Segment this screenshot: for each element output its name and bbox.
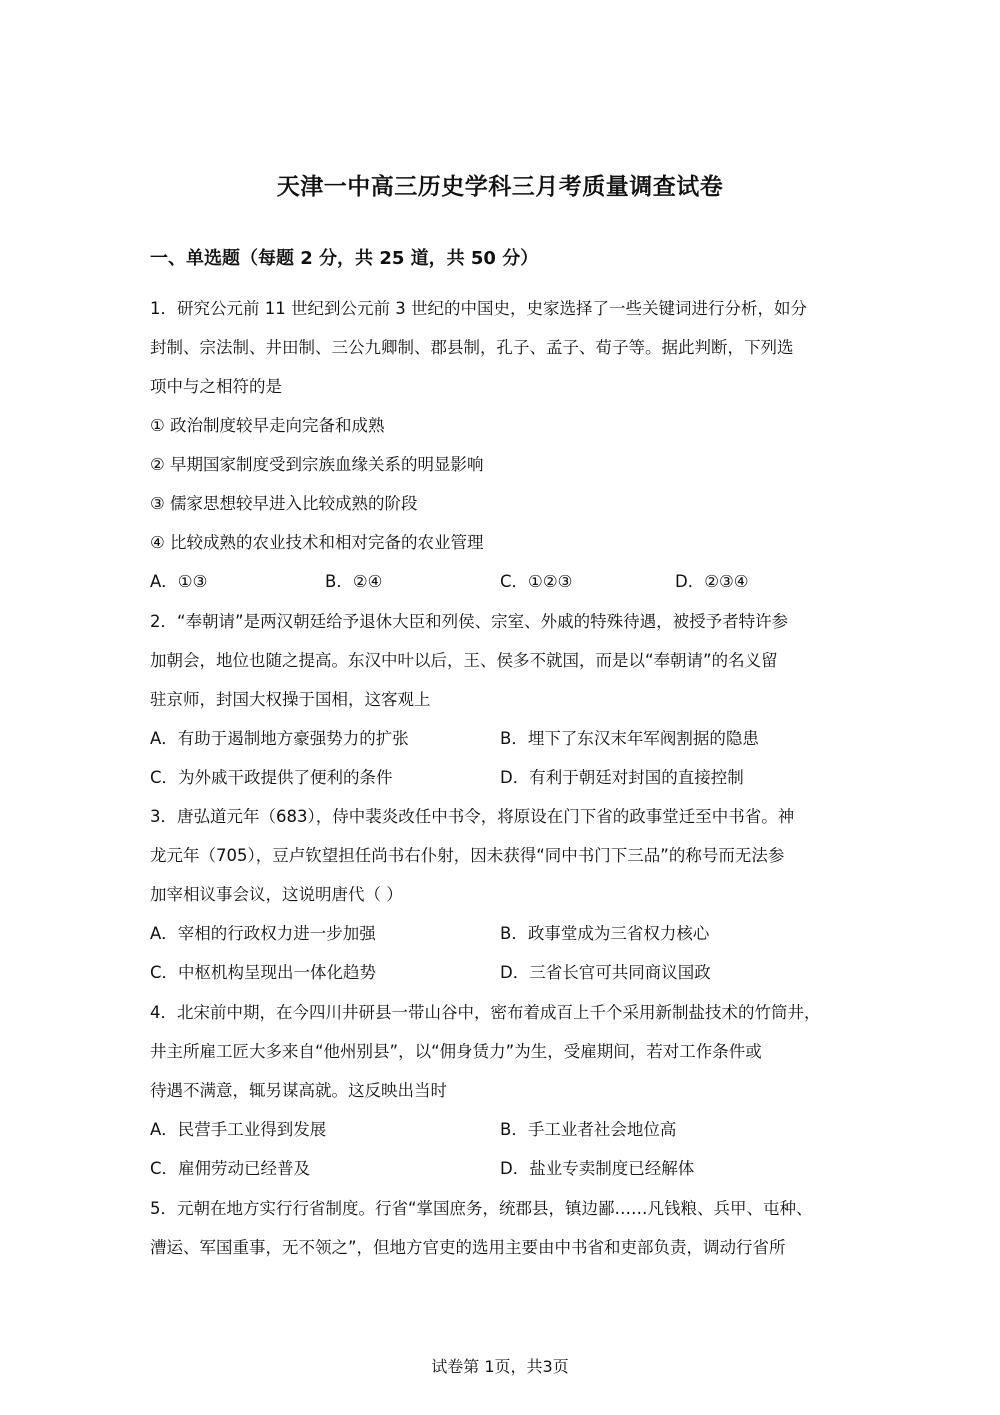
q2-option-d: D．有利于朝廷对封国的直接控制 — [500, 768, 744, 787]
question-2-options — [150, 719, 870, 797]
q2-option-b: B．埋下了东汉末年军阀割据的隐患 — [500, 729, 759, 748]
q4-option-b: B．手工业者社会地位高 — [500, 1120, 677, 1139]
q4-option-a: A．民营手工业得到发展 — [150, 1120, 327, 1139]
q3-line: 加宰相议事会议，这说明唐代（ ） — [150, 885, 403, 904]
question-2-stem — [150, 602, 870, 719]
q3-line: 龙元年（705），豆卢钦望担任尚书右仆射，因未获得“同中书门下三品”的称号而无法参 — [150, 846, 785, 865]
question-3-options — [150, 914, 870, 992]
q4-line: 4．北宋前中期，在今四川井研县一带山谷中，密布着成百上千个采用新制盐技术的竹筒井， — [150, 1003, 821, 1022]
q5-line: 漕运、军国重事，无不领之”，但地方官吏的选用主要由中书省和吏部负责，调动行省所 — [150, 1238, 786, 1257]
q1-option-d: D．②③④ — [675, 572, 749, 591]
question-4-stem — [150, 993, 870, 1110]
question-1-stem — [150, 289, 870, 562]
q2-option-c: C．为外戚干政提供了便利的条件 — [150, 768, 393, 787]
q1-option-b: B．②④ — [325, 572, 383, 591]
exam-title: 天津一中高三历史学科三月考质量调查试卷 — [276, 174, 724, 200]
q2-line: 加朝会，地位也随之提高。东汉中叶以后，王、侯多不就国，而是以“奉朝请”的名义留 — [150, 651, 778, 670]
q3-option-a: A．宰相的行政权力进一步加强 — [150, 924, 376, 943]
q1-statement-1: ① 政治制度较早走向完备和成熟 — [150, 416, 385, 435]
section-heading: 一、单选题（每题 2 分，共 25 道，共 50 分） — [150, 248, 539, 269]
q1-statement-2: ② 早期国家制度受到宗族血缘关系的明显影响 — [150, 455, 484, 474]
q1-option-c: C．①②③ — [500, 572, 573, 591]
q1-option-a: A．①③ — [150, 572, 208, 591]
question-5-stem — [150, 1189, 870, 1267]
q4-line: 待遇不满意，辄另谋高就。这反映出当时 — [150, 1081, 447, 1100]
q1-line: 封制、宗法制、井田制、三公九卿制、郡县制，孔子、孟子、荀子等。据此判断，下列选 — [150, 338, 794, 357]
q4-line: 井主所雇工匠大多来自“他州别县”，以“佣身赁力”为生，受雇期间，若对工作条件或 — [150, 1042, 762, 1061]
q4-option-c: C．雇佣劳动已经普及 — [150, 1159, 311, 1178]
q1-line: 项中与之相符的是 — [150, 377, 282, 396]
q4-option-d: D．盐业专卖制度已经解体 — [500, 1159, 695, 1178]
q1-statement-4: ④ 比较成熟的农业技术和相对完备的农业管理 — [150, 533, 484, 552]
q3-option-c: C．中枢机构呈现出一体化趋势 — [150, 963, 377, 982]
q2-line: 驻京师，封国大权操于国相，这客观上 — [150, 690, 431, 709]
question-4-options — [150, 1110, 870, 1188]
q1-line: 1．研究公元前 11 世纪到公元前 3 世纪的中国史，史家选择了一些关键词进行分析，如分 — [150, 299, 807, 318]
q1-statement-3: ③ 儒家思想较早进入比较成熟的阶段 — [150, 494, 418, 513]
q2-line: 2．“奉朝请”是两汉朝廷给予退休大臣和列侯、宗室、外戚的特殊待遇，被授予者特许参 — [150, 612, 789, 631]
question-3-stem — [150, 797, 870, 914]
q2-option-a: A．有助于遏制地方豪强势力的扩张 — [150, 729, 409, 748]
q3-line: 3．唐弘道元年（683），侍中裴炎改任中书令，将原设在门下省的政事堂迁至中书省。神 — [150, 807, 795, 826]
page-footer: 试卷第 1页，共3页 — [431, 1357, 569, 1376]
q3-option-d: D．三省长官可共同商议国政 — [500, 963, 711, 982]
q3-option-b: B．政事堂成为三省权力核心 — [500, 924, 710, 943]
q5-line: 5．元朝在地方实行行省制度。行省“掌国庶务，统郡县，镇边鄙……凡钱粮、兵甲、屯种、 — [150, 1199, 813, 1218]
question-1-options — [150, 562, 870, 601]
